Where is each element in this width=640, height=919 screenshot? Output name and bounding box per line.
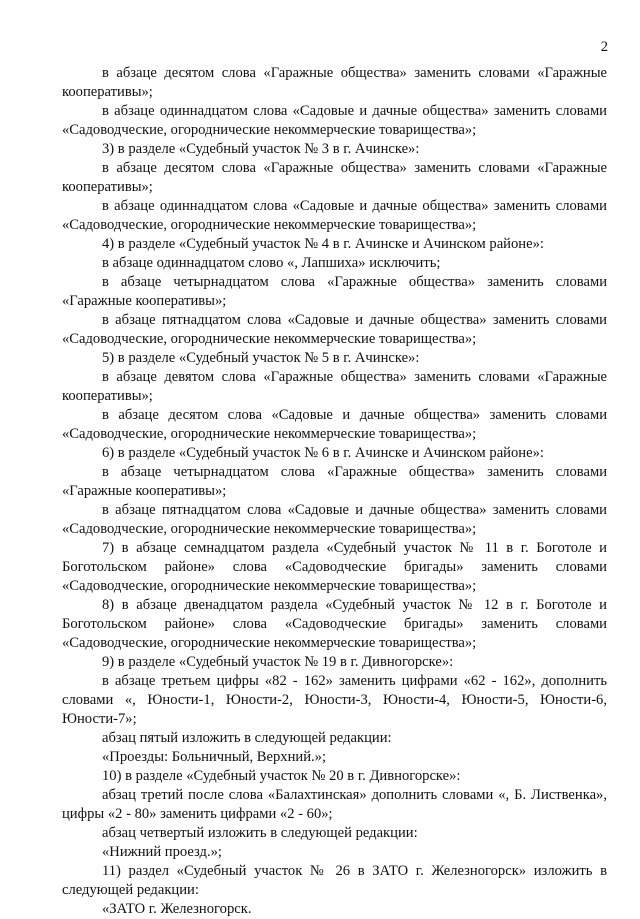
paragraph: 10) в разделе «Судебный участок № 20 в г. Дивногорске»: [102,768,461,784]
paragraph: «Нижний проезд.»; [102,844,222,860]
paragraph: абзац пятый изложить в следующей редакции: [102,730,392,746]
paragraph: 3) в разделе «Судебный участок № 3 в г. Ачинске»: [102,141,420,157]
paragraph: 4) в разделе «Судебный участок № 4 в г. Ачинске и Ачинском районе»: [102,236,544,252]
paragraph: в абзаце пятнадцатом слова «Садовые и дачные общества» заменить словами «Садоводческие, огороднические некоммерческие товарищества»; [62,502,607,537]
paragraph: «Проезды: Больничный, Верхний.»; [102,749,327,765]
paragraph: абзац третий после слова «Балахтинская» дополнить словами «, Б. Лиственка», цифры «2 - 80» заменить цифрами «2 - 60»; [62,787,607,822]
paragraph: в абзаце десятом слова «Садовые и дачные общества» заменить словами «Садоводческие, огороднические некоммерческие товарищества»; [62,407,607,442]
paragraph: в абзаце пятнадцатом слова «Садовые и дачные общества» заменить словами «Садоводческие, огороднические некоммерческие товарищества»; [62,312,607,347]
paragraph: в абзаце десятом слова «Гаражные общества» заменить словами «Гаражные кооперативы»; [62,160,607,195]
paragraph: в абзаце девятом слова «Гаражные общества» заменить словами «Гаражные кооперативы»; [62,369,607,404]
paragraph: в абзаце десятом слова «Гаражные общества» заменить словами «Гаражные кооперативы»; [62,65,607,100]
paragraph: в абзаце одиннадцатом слово «, Лапшиха» исключить; [102,255,441,271]
paragraph: в абзаце одиннадцатом слова «Садовые и дачные общества» заменить словами «Садоводческие, огороднические некоммерческие товарищества»; [62,103,607,138]
paragraph: 8) в абзаце двенадцатом раздела «Судебный участок № 12 в г. Боготоле и Боготольском районе» слова «Садоводческие бригады» заменить словами «Садоводческие, огороднические некоммерческие товарищества»; [62,597,607,651]
paragraph: абзац четвертый изложить в следующей редакции: [102,825,418,841]
paragraph: 11) раздел «Судебный участок № 26 в ЗАТО г. Железногорск» изложить в следующей редакции: [62,863,607,898]
paragraph: 6) в разделе «Судебный участок № 6 в г. Ачинске и Ачинском районе»: [102,445,544,461]
paragraph: в абзаце четырнадцатом слова «Гаражные общества» заменить словами «Гаражные кооперативы»; [62,274,607,309]
paragraph: 5) в разделе «Судебный участок № 5 в г. Ачинске»: [102,350,420,366]
paragraph: в абзаце третьем цифры «82 - 162» заменить цифрами «62 - 162», дополнить словами «, Юности-1, Юности-2, Юности-3, Юности-4, Юности-5, Юности-6, Юности-7»; [62,673,607,727]
paragraph: в абзаце четырнадцатом слова «Гаражные общества» заменить словами «Гаражные кооперативы»; [62,464,607,499]
page-number: 2 [600,39,608,55]
paragraph: «ЗАТО г. Железногорск. [102,901,252,917]
paragraph: в абзаце одиннадцатом слова «Садовые и дачные общества» заменить словами «Садоводческие, огороднические некоммерческие товарищества»; [62,198,607,233]
paragraph: 9) в разделе «Судебный участок № 19 в г. Дивногорске»: [102,654,454,670]
paragraph: 7) в абзаце семнадцатом раздела «Судебный участок № 11 в г. Боготоле и Боготольском районе» слова «Садоводческие бригады» заменить словами «Садоводческие, огороднические некоммерческие товарищества»; [62,540,607,594]
document-body [62,64,607,919]
